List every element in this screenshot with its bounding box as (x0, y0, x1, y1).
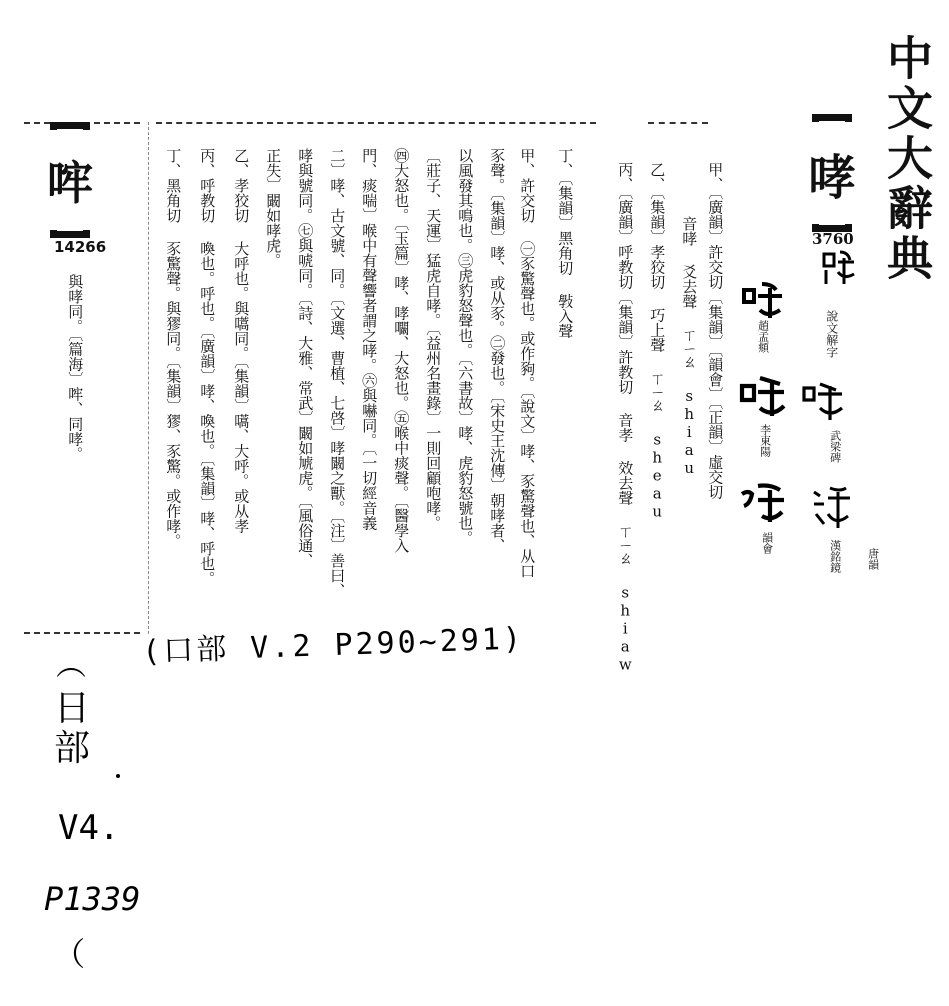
calligraphy-glyph-yunhui (738, 478, 788, 528)
left-headword-char: 哰 (47, 156, 93, 210)
handwritten-paren-bottom: ︶ (49, 936, 88, 970)
left-headword (42, 128, 98, 232)
calligraphy-glyph-zhao (740, 278, 786, 324)
main-entry-number: 3760 (812, 230, 854, 248)
column-10: ㊃大怒也。〔玉篇〕哮、哮㘚、大怒也。㊄喉中痰聲。〔醫學入 (392, 148, 411, 553)
column-11: 門、痰喘〕喉中有聲響者謂之哮。㊅與嚇同。〔一切經音義 (360, 148, 379, 531)
column-7: 豕聲。〔集韻〕哮、或从豕。㊁發也。〔宋史王沈傳〕朝哮者、 (488, 148, 507, 553)
bracket-top (812, 114, 852, 122)
column-6: 甲、許交切 ㊀豕驚聲也。或作豞。〔說文〕哮、豕驚聲也、从口 (518, 148, 537, 579)
book-title: 中文大辭典 (880, 34, 934, 284)
column-15: 乙、孝狡切 大呼也。與嚆同。〔集韻〕嚆、大呼。或从孝 (232, 148, 251, 534)
bronze-script-glyph (800, 378, 846, 424)
handwritten-paren-top: ︵ (56, 648, 86, 683)
column-4: 丙、〔廣韻〕呼教切〔集韻〕許教切 音孝 效去聲 ㄒㄧㄠ shiaw (616, 162, 635, 674)
column-16: 丙、呼教切 喚也。呼也。〔廣韻〕哮、喚也。〔集韻〕哮、呼也。 (198, 148, 217, 586)
source-wuliang: 武梁碑 (828, 430, 842, 463)
source-yunhui: 韻會 (760, 532, 774, 554)
handwritten-reference: (口部 V.2 P290~291) (141, 621, 525, 670)
column-1: 甲、〔廣韻〕許交切〔集韻〕〔韻會〕〔正韻〕虛交切 (706, 162, 725, 500)
handwritten-bu: 部 (54, 728, 91, 769)
source-tangyun: 唐韻 (866, 548, 880, 570)
left-entry-text: 與哮同。〔篇海〕哰、同哮。 (66, 274, 85, 462)
left-bracket-top (50, 122, 90, 130)
source-hanmingjing: 漢銘鏡 (828, 540, 842, 573)
column-8: 以風發其鳴也。㊂虎豹怒聲也。〔六書故〕哮、虎豹怒號也。 (456, 148, 475, 546)
handwritten-page: P1339 (44, 880, 141, 918)
column-14: 正失〕闞如哮虎。 (264, 148, 283, 268)
left-entry-number: 14266 (54, 238, 107, 256)
column-3: 乙、〔集韻〕孝狡切 巧上聲 ㄒㄧㄠ sheau (648, 162, 667, 521)
ink-dot (116, 774, 120, 778)
source-shuowen: 說文解字 (824, 310, 839, 358)
left-bracket-bottom (50, 230, 90, 238)
column-2: 音哮 爻去聲 ㄒㄧㄠ shiau (680, 216, 699, 477)
column-17: 丁、黑角切 豕驚聲。與㺒同。〔集韻〕㺒、豕驚。或作哮。 (164, 148, 183, 549)
source-zhao: 趙孟頫 (756, 320, 770, 353)
handwritten-radical: 日 (54, 688, 91, 729)
column-5: 丁、〔集韻〕黑角切 斅入聲 (556, 148, 575, 339)
mirror-script-glyph (810, 484, 852, 532)
source-li: 李東陽 (758, 424, 772, 457)
main-headword-char: 哮 (807, 149, 856, 206)
column-13: 哮與號同。㊆與唬同。〔詩、大雅、常武〕闞如虓虎。〔風俗通、 (296, 148, 315, 568)
top-rule (156, 122, 596, 124)
main-headword (806, 120, 858, 226)
left-bottom-rule (24, 632, 140, 634)
seal-script-glyph (818, 248, 858, 288)
top-rule-right (648, 122, 708, 124)
column-divider (148, 122, 149, 634)
column-9: 〔莊子、天運〕猛虎自哮。〔益州名畫錄〕一則回顧咆哮。 (424, 148, 443, 531)
handwritten-volume: V4. (58, 808, 120, 848)
calligraphy-glyph-li (738, 372, 788, 422)
column-12: 二〕哮、古文號、同。〔文選、曹植、七啓〕哮闞之獸。〔注〕善曰、 (328, 148, 347, 598)
